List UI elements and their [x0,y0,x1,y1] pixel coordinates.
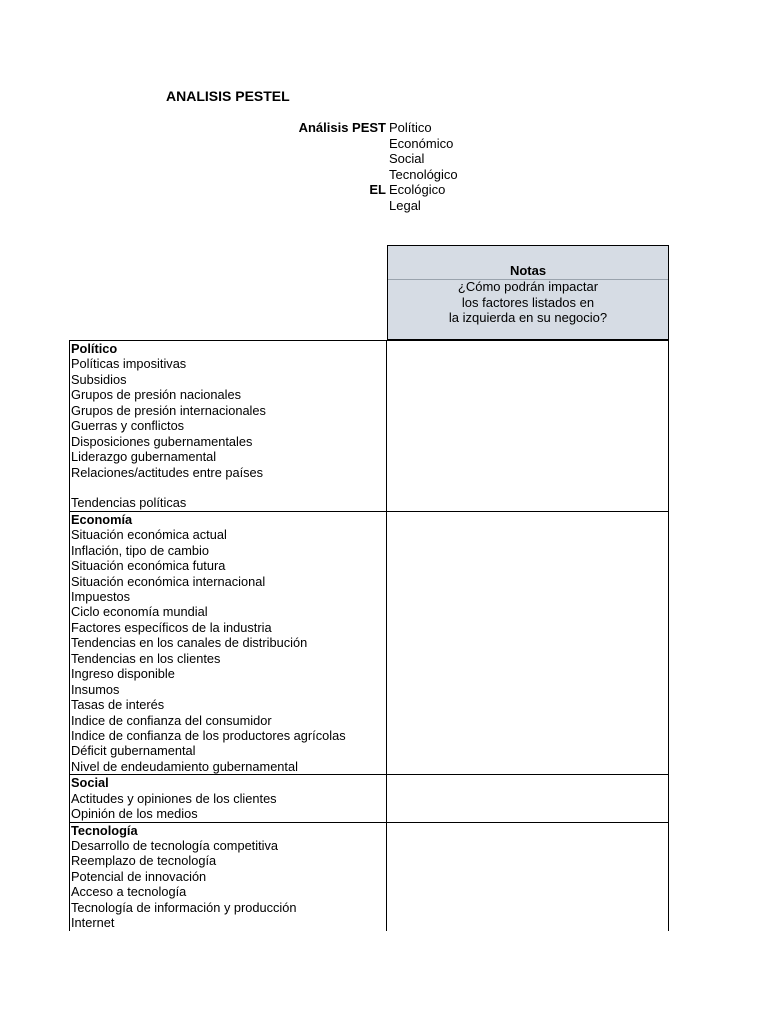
factor-item: Impuestos [71,589,131,604]
section-heading: Economía [71,511,133,527]
notes-question [388,279,668,326]
factor-item: Indice de confianza de los productores agrícolas [71,727,346,743]
section-heading: Tecnología [71,822,138,838]
factor-item: Situación económica actual [71,527,227,543]
factor-item: Insumos [71,681,120,697]
factor-item: Factores específicos de la industria [71,619,272,635]
section-heading: Político [71,341,118,356]
table-section [69,822,669,931]
factor-item: Tasas de interés [71,697,165,713]
factor-item: Grupos de presión internacionales [71,402,266,418]
factor-item: Inflación, tipo de cambio [71,542,210,558]
factor-column [69,823,387,931]
factor-item: Potencial de innovación [71,868,207,884]
notes-question-line: la izquierda en su negocio? [448,310,608,325]
notes-cell[interactable] [387,823,669,931]
notes-question-line: ¿Cómo podrán impactar [457,279,599,294]
factor-item: Acceso a tecnología [71,884,187,900]
table-section [69,511,669,774]
factor-item: Situación económica futura [71,558,226,574]
notes-cell[interactable] [387,512,669,774]
pest-label-top: Análisis PEST [298,120,386,135]
factor-item: Indice de confianza del consumidor [71,712,272,728]
factor-item: Disposiciones gubernamentales [71,433,253,449]
factor-item: Déficit gubernamental [71,743,196,759]
factor-item: Reemplazo de tecnología [71,853,217,869]
pest-factor: Económico [389,135,454,151]
factor-item: Internet [71,915,115,931]
pest-factor: Social [389,151,425,166]
factor-item: Desarrollo de tecnología competitiva [71,838,278,853]
factor-item: Subsidios [71,371,127,387]
factor-item: Nivel de endeudamiento gubernamental [71,758,298,774]
pest-factor: Legal [389,197,421,213]
table-section [69,340,669,511]
factor-item: Opinión de los medios [71,806,198,822]
factor-item: Tendencias en los clientes [71,650,221,666]
factor-item: Tecnología de información y producción [71,899,297,915]
notes-header [387,245,669,340]
pest-factor: Tecnológico [389,166,458,182]
factor-item: Políticas impositivas [71,356,187,372]
factor-item: Grupos de presión nacionales [71,387,242,403]
notes-title: Notas [509,263,547,278]
factor-item: Ingreso disponible [71,666,175,682]
factor-item: Tendencias en los canales de distribución [71,635,308,651]
factor-column [69,512,387,774]
factor-item: Guerras y conflictos [71,418,185,434]
factor-column [69,341,387,511]
factor-item: Tendencias políticas [71,495,187,511]
notes-cell[interactable] [387,341,669,511]
factor-item [71,480,386,495]
page-title: ANALISIS PESTEL [166,88,290,104]
factor-item: Relaciones/actitudes entre países [71,464,264,480]
table-section [69,774,669,821]
section-heading: Social [71,775,109,791]
pest-factor-list [389,120,458,213]
notes-cell[interactable] [387,775,669,821]
notes-question-line: los factores listados en [461,294,595,310]
pest-factor: Ecológico [389,182,446,197]
factor-item: Liderazgo gubernamental [71,449,217,465]
factor-item: Actitudes y opiniones de los clientes [71,790,277,806]
pest-factor: Político [389,120,432,135]
factor-item: Situación económica internacional [71,573,266,589]
pestel-table [69,340,669,931]
factor-item: Ciclo economía mundial [71,604,208,620]
pest-label-bottom: EL [369,182,386,197]
factor-column [69,775,387,821]
